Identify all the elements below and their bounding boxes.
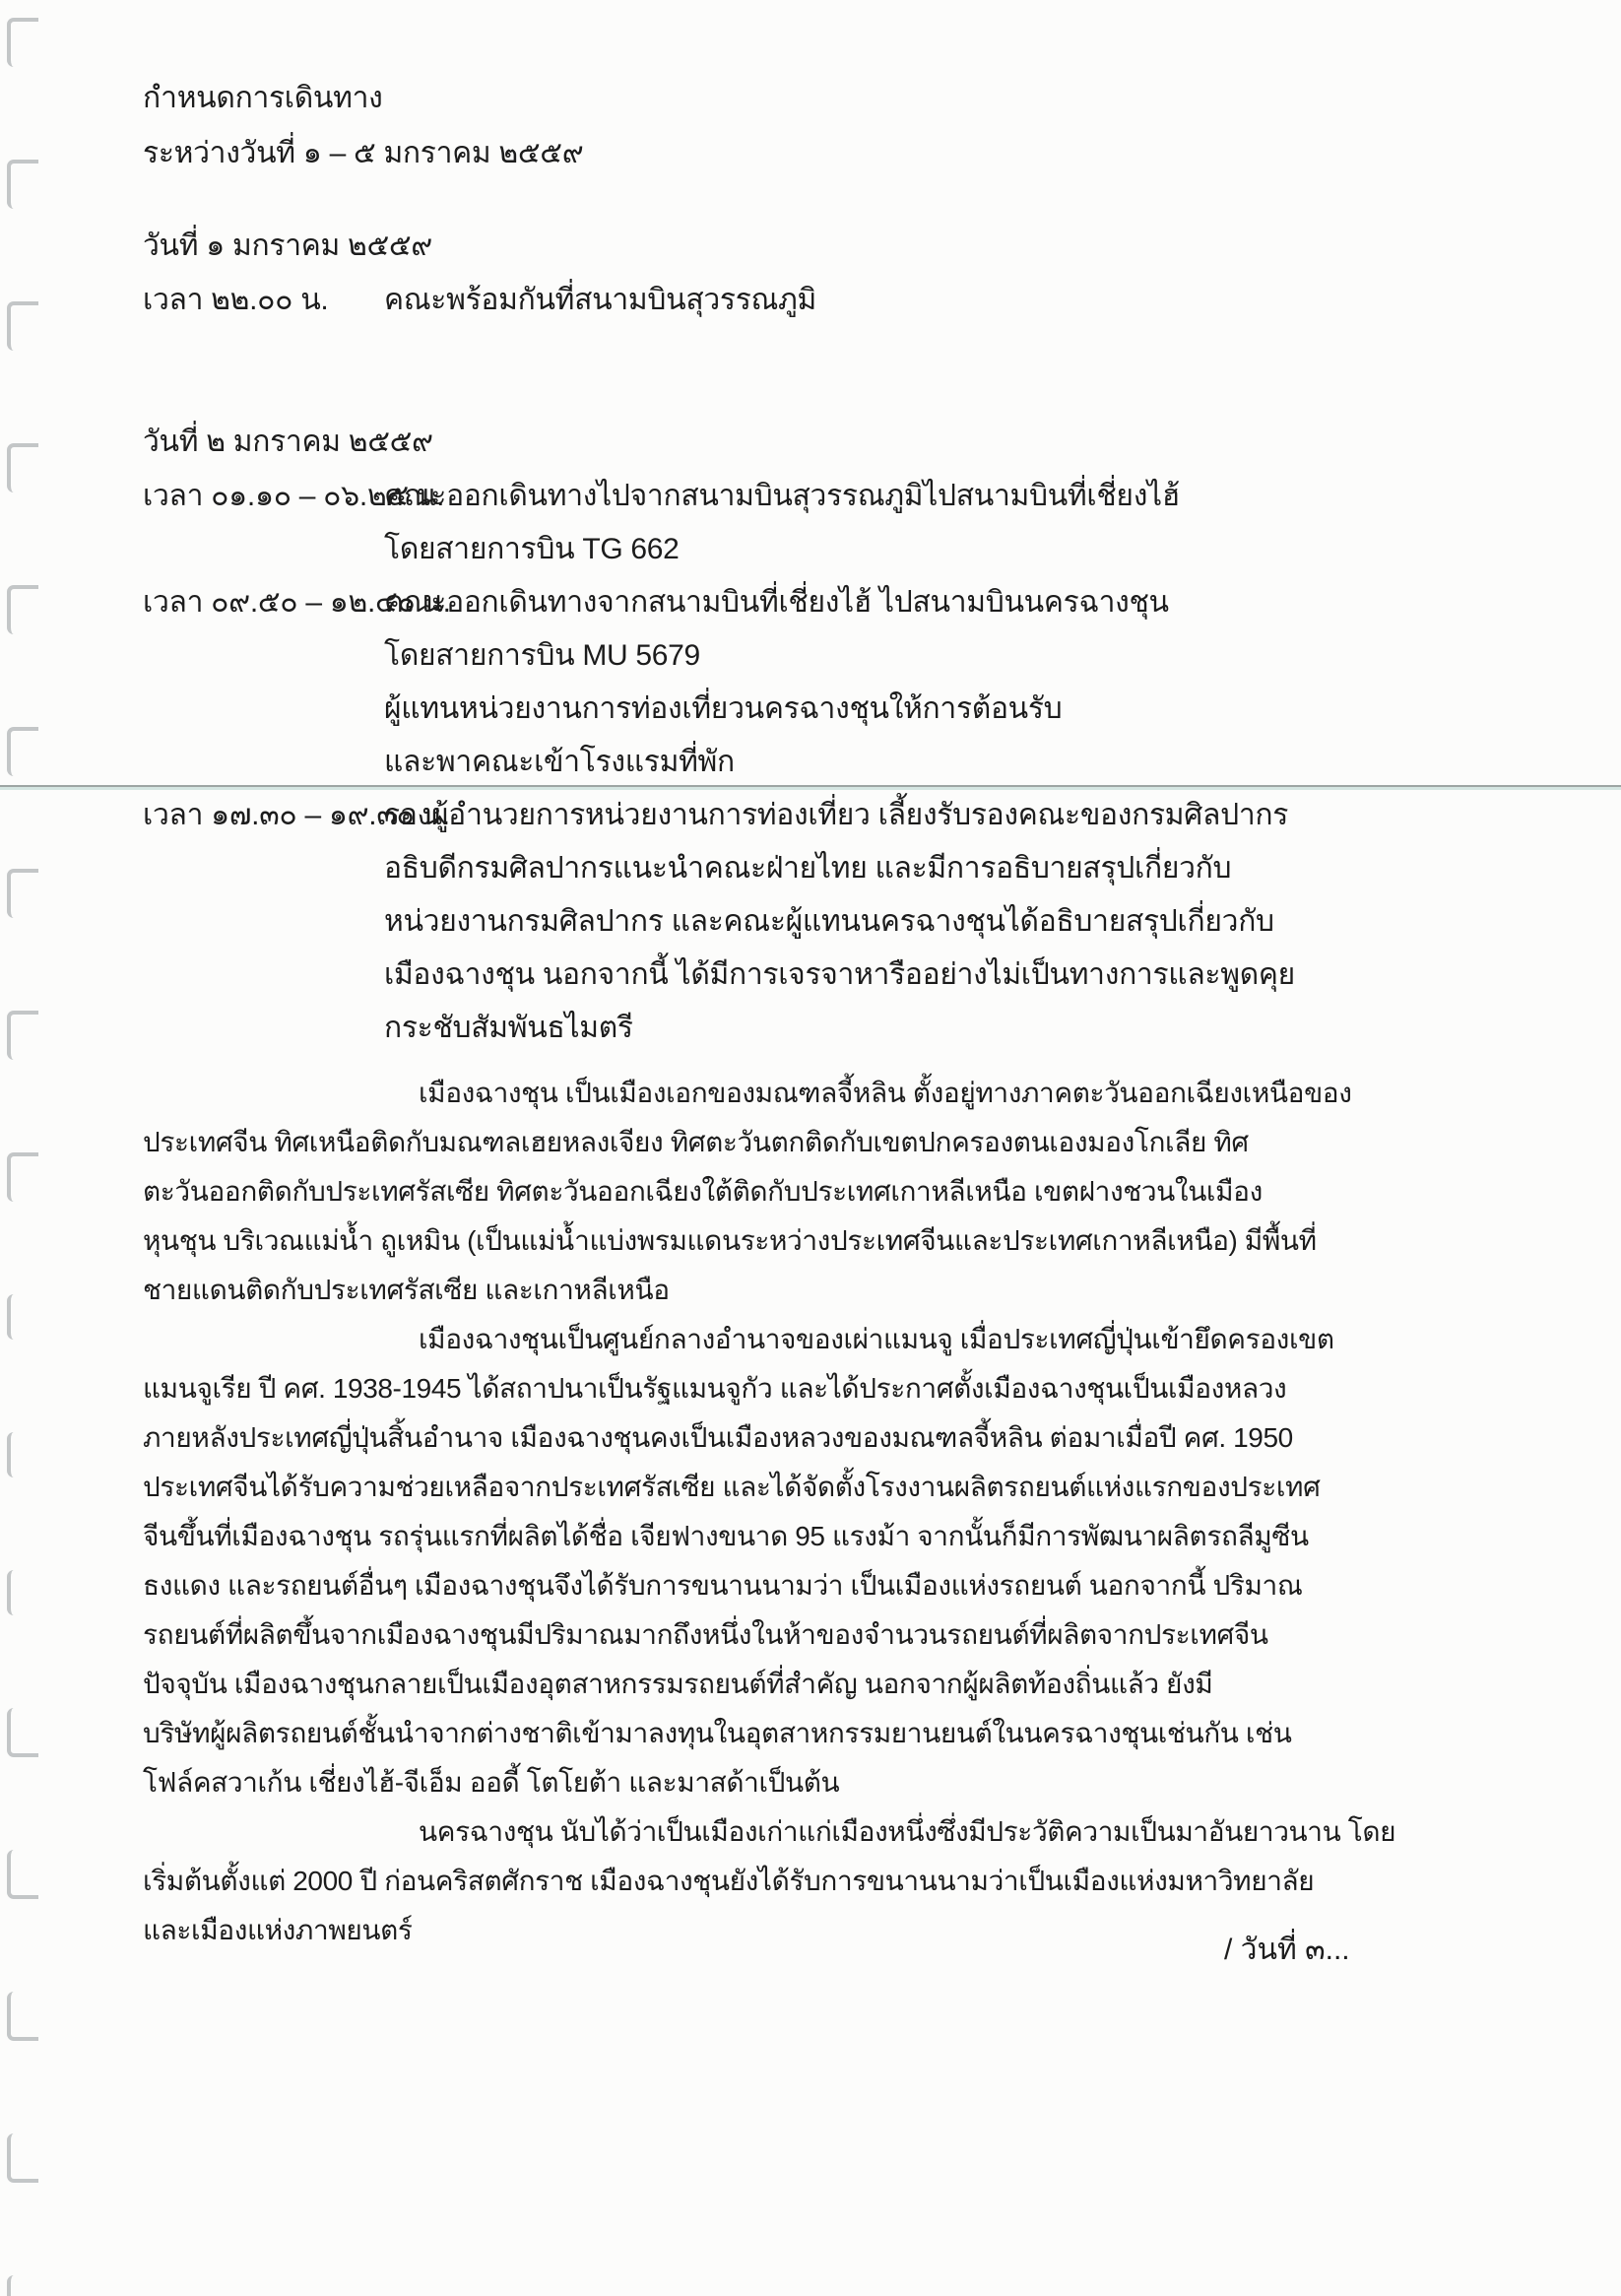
schedule-row	[143, 470, 1581, 576]
binding-mark	[7, 585, 38, 634]
day-date: วันที่ ๒ มกราคม ๒๕๕๙	[143, 426, 433, 458]
binding-mark	[7, 18, 38, 67]
paragraph-line: ธงแดง และรถยนต์อื่นๆ เมืองฉางชุนจึงได้รับการขนานนามว่า เป็นเมืองแห่งรถยนต์ นอกจากนี้ ปริมาณ	[143, 1570, 1303, 1601]
activity-lines	[384, 470, 1581, 576]
paragraph-line: รถยนต์ที่ผลิตขึ้นจากเมืองฉางชุนมีปริมาณมากถึงหนึ่งในห้าของจำนวนรถยนต์ที่ผลิตจากประเทศจีน	[143, 1619, 1268, 1650]
binding-mark	[7, 1011, 38, 1060]
schedule	[143, 219, 1581, 1055]
binding-mark	[7, 1432, 38, 1477]
paragraph-line: เมืองฉางชุน เป็นเมืองเอกของมณฑลจี้หลิน ตั้งอยู่ทางภาคตะวันออกเฉียงเหนือของ	[419, 1078, 1352, 1108]
paragraph-line: แมนจูเรีย ปี คศ. 1938-1945 ได้สถาปนาเป็นรัฐแมนจูกัว และได้ประกาศตั้งเมืองฉางชุนเป็นเมืองหลวง	[143, 1373, 1287, 1404]
itinerary-content	[143, 71, 1581, 1055]
binding-mark	[7, 443, 38, 492]
activity-line: รองผู้อำนวยการหน่วยงานการท่องเที่ยว เลี้ยงรับรองคณะของกรมศิลปากร	[384, 799, 1289, 831]
activity-line: โดยสายการบิน MU 5679	[384, 639, 700, 672]
activity-line: หน่วยงานกรมศิลปากร และคณะผู้แทนนครฉางชุนได้อธิบายสรุปเกี่ยวกับ	[384, 905, 1274, 938]
paragraph-line: ปัจจุบัน เมืองฉางชุนกลายเป็นเมืองอุตสาหกรรมรถยนต์ที่สำคัญ นอกจากผู้ผลิตท้องถิ่นแล้ว ยังมี	[143, 1669, 1213, 1699]
paragraph-line: ภายหลังประเทศญี่ปุ่นสิ้นอำนาจ เมืองฉางชุนคงเป็นเมืองหลวงของมณฑลจี้หลิน ต่อมาเมื่อปี คศ. 1950	[143, 1422, 1293, 1453]
activity-lines	[384, 789, 1581, 1055]
activity-line: และพาคณะเข้าโรงแรมที่พัก	[384, 746, 735, 778]
paragraph-line: และเมืองแห่งภาพยนตร์	[143, 1915, 413, 1945]
day-section	[143, 219, 1581, 327]
activity-line: เมืองฉางชุน นอกจากนี้ ได้มีการเจรจาหารืออย่างไม่เป็นทางการและพูดคุย	[384, 958, 1295, 991]
body-text	[143, 1069, 1581, 1955]
day-date: วันที่ ๑ มกราคม ๒๕๕๙	[143, 230, 432, 262]
paragraph-line: จีนขึ้นที่เมืองฉางชุน รถรุ่นแรกที่ผลิตได้ชื่อ เจียฟางขนาด 95 แรงม้า จากนั้นก็มีการพัฒนาผลิตรถลีมูซีน	[143, 1521, 1309, 1551]
activity-lines	[384, 576, 1581, 789]
schedule-row	[143, 789, 1581, 1055]
schedule-row	[143, 576, 1581, 789]
binding-mark	[7, 2275, 38, 2296]
paragraph-line: นครฉางชุน นับได้ว่าเป็นเมืองเก่าแก่เมืองหนึ่งซึ่งมีประวัติความเป็นมาอันยาวนาน โดย	[419, 1816, 1396, 1847]
day-section	[143, 415, 1581, 1055]
paragraph-line: ตะวันออกติดกับประเทศรัสเซีย ทิศตะวันออกเฉียงใต้ติดกับประเทศเกาหลีเหนือ เขตฝางชวนในเมือง	[143, 1176, 1263, 1207]
binding-marks	[7, 18, 46, 2296]
paragraph-line: ชายแดนติดกับประเทศรัสเซีย และเกาหลีเหนือ	[143, 1275, 670, 1305]
time-label: เวลา ๒๒.๐๐ น.	[143, 284, 329, 316]
binding-mark	[7, 1294, 38, 1340]
activity-line: คณะพร้อมกันที่สนามบินสุวรรณภูมิ	[384, 284, 816, 316]
activity-line: ผู้แทนหน่วยงานการท่องเที่ยวนครฉางชุนให้การต้อนรับ	[384, 692, 1063, 725]
time-label: เวลา ๐๙.๕๐ – ๑๒.๔๐ น.	[143, 586, 451, 619]
binding-mark	[7, 727, 38, 776]
activity-line: คณะออกเดินทางจากสนามบินที่เชี่ยงไฮ้ ไปสนามบินนครฉางชุน	[384, 586, 1169, 619]
activity-line: คณะออกเดินทางไปจากสนามบินสุวรรณภูมิไปสนามบินที่เชี่ยงไฮ้	[384, 480, 1180, 512]
schedule-row	[143, 274, 1581, 327]
activity-line: โดยสายการบิน TG 662	[384, 533, 680, 565]
document-date-range: ระหว่างวันที่ ๑ – ๕ มกราคม ๒๕๕๙	[143, 137, 584, 169]
paragraph-line: เมืองฉางชุนเป็นศูนย์กลางอำนาจของเผ่าแมนจู เมื่อประเทศญี่ปุ่นเข้ายึดครองเขต	[419, 1324, 1334, 1354]
page-continuation-marker: / วันที่ ๓...	[1224, 1934, 1350, 1966]
paragraph-line: บริษัทผู้ผลิตรถยนต์ชั้นนำจากต่างชาติเข้ามาลงทุนในอุตสาหกรรมยานยนต์ในนครฉางชุนเช่นกัน เช่น	[143, 1718, 1292, 1748]
activity-lines	[384, 274, 1581, 327]
binding-mark	[7, 1570, 38, 1615]
binding-mark	[7, 1708, 38, 1757]
binding-mark	[7, 1152, 38, 1202]
binding-mark	[7, 869, 38, 918]
binding-mark	[7, 2133, 38, 2183]
activity-line: กระชับสัมพันธไมตรี	[384, 1012, 633, 1044]
time-label: เวลา ๐๑.๑๐ – ๐๖.๒๕ น.	[143, 480, 445, 512]
binding-mark	[7, 301, 38, 351]
paragraph-line: ประเทศจีน ทิศเหนือติดกับมณฑลเฮยหลงเจียง ทิศตะวันตกติดกับเขตปกครองตนเองมองโกเลีย ทิศ	[143, 1127, 1249, 1157]
paragraph-line: หุนชุน บริเวณแม่น้ำ ถูเหมิน (เป็นแม่น้ำแบ่งพรมแดนระหว่างประเทศจีนและประเทศเกาหลีเหนือ) มีพื้นที่	[143, 1225, 1317, 1256]
binding-mark	[7, 1992, 38, 2041]
document-title: กำหนดการเดินทาง	[143, 82, 383, 114]
activity-line: อธิบดีกรมศิลปากรแนะนำคณะฝ่ายไทย และมีการอธิบายสรุปเกี่ยวกับ	[384, 852, 1232, 885]
paragraph-line: เริ่มต้นตั้งแต่ 2000 ปี ก่อนคริสตศักราช เมืองฉางชุนยังได้รับการขนานนามว่าเป็นเมืองแห่งมหาวิทยาลัย	[143, 1866, 1315, 1896]
binding-mark	[7, 160, 38, 209]
time-label: เวลา ๑๗.๓๐ – ๑๙.๓๐ น.	[143, 799, 450, 831]
paragraph-line: โฟล์คสวาเก้น เชี่ยงไฮ้-จีเอ็ม ออดี้ โตโยต้า และมาสด้าเป็นต้น	[143, 1767, 840, 1798]
paragraph-line: ประเทศจีนได้รับความช่วยเหลือจากประเทศรัสเซีย และได้จัดตั้งโรงงานผลิตรถยนต์แห่งแรกของประเทศ	[143, 1472, 1321, 1502]
binding-mark	[7, 1850, 38, 1899]
